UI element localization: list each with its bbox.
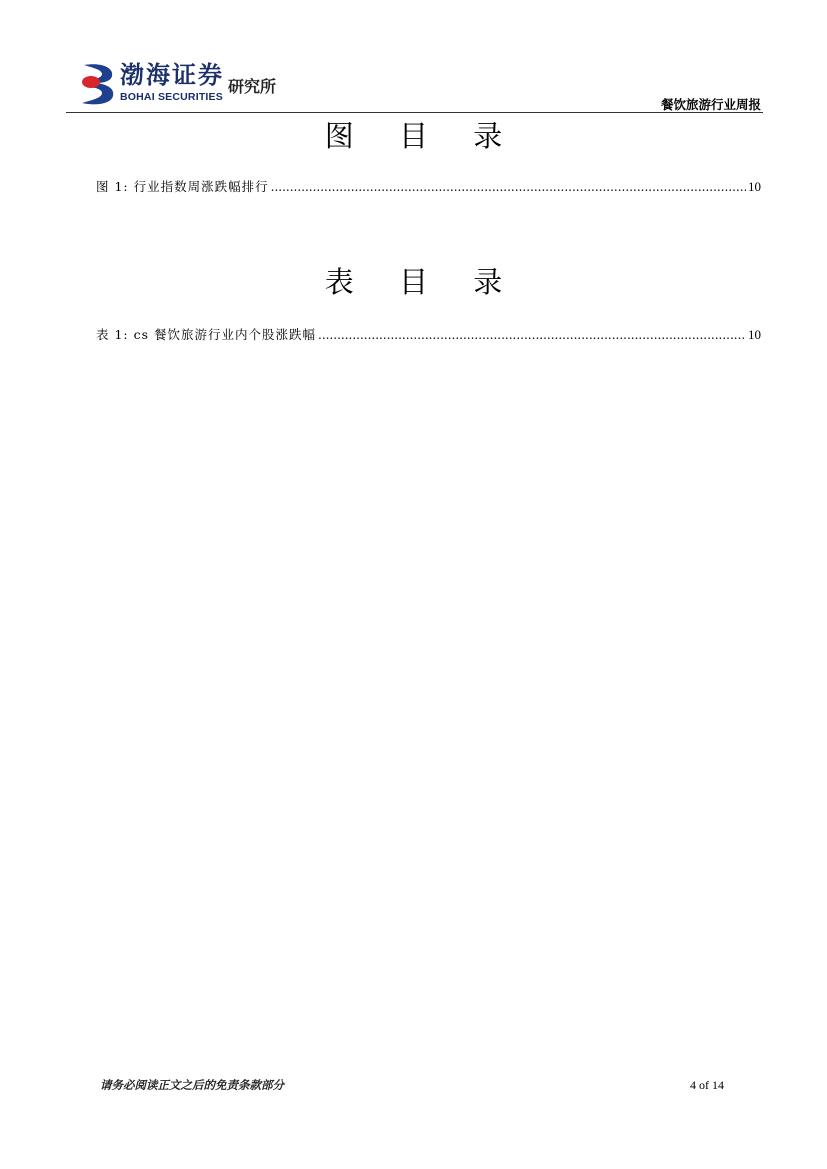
header-divider bbox=[66, 112, 763, 113]
toc-entry-label: 图 1: 行业指数周涨跌幅排行 bbox=[96, 179, 269, 194]
brand-name-english: BOHAI SECURITIES bbox=[120, 91, 223, 103]
toc-entry-label: 表 1: cs 餐饮旅游行业内个股涨跌幅 bbox=[96, 327, 317, 342]
brand-name-chinese: 渤海证券 bbox=[120, 61, 224, 89]
toc-dot-leader bbox=[271, 179, 746, 195]
toc-entry-page: 10 bbox=[748, 327, 761, 342]
bohai-logo-icon bbox=[78, 62, 120, 106]
tables-toc-entry[interactable] bbox=[96, 327, 761, 343]
figures-toc-entry[interactable] bbox=[96, 179, 761, 195]
footer-disclaimer: 请务必阅读正文之后的免责条款部分 bbox=[100, 1078, 284, 1092]
footer-page-number: 4 of 14 bbox=[690, 1078, 724, 1092]
page-header bbox=[0, 0, 827, 120]
tables-toc-title: 表 目 录 bbox=[324, 265, 521, 299]
toc-entry-page: 10 bbox=[748, 179, 761, 194]
department-label: 研究所 bbox=[228, 77, 277, 96]
figures-toc-title: 图 目 录 bbox=[324, 119, 521, 153]
toc-dot-leader bbox=[318, 327, 746, 343]
report-type: 餐饮旅游行业周报 bbox=[660, 97, 761, 112]
